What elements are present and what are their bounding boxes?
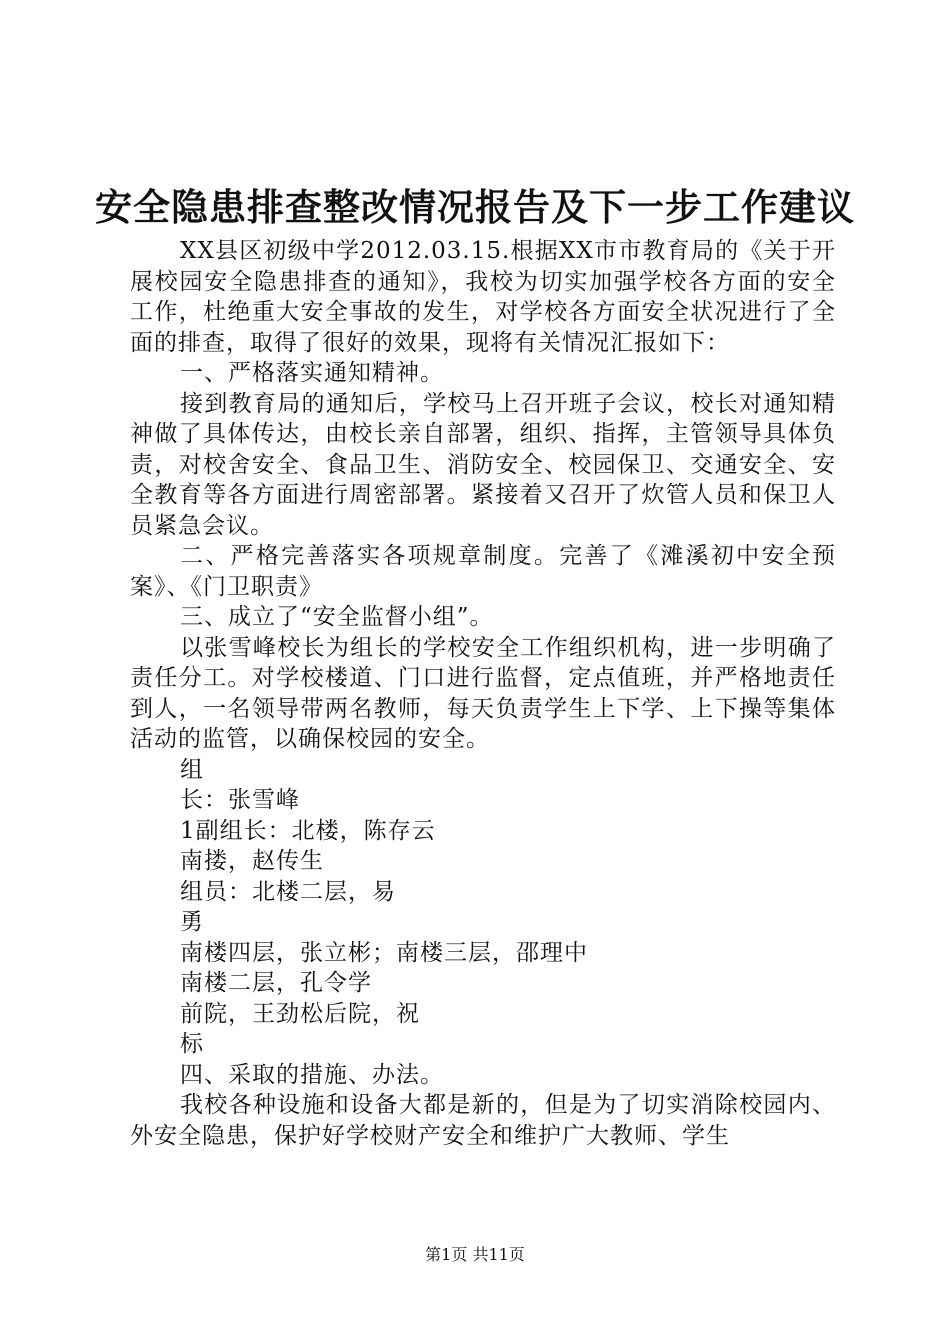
member-line: 组员：北楼二层，易 (180, 878, 396, 905)
member-line: 勇 (180, 909, 204, 935)
section-heading-4: 四、采取的措施、办法。 (180, 1061, 444, 1088)
paragraph-section-3: 以张雪峰校长为组长的学校安全工作组织机构，进一步明确了责任分工。对学校楼道、门口进行监督，定点值班，并严格地责任到人，一名领导带两名教师，每天负责学生上下学、上下操等集体活动的监管，以确保校园的安全。 (130, 634, 836, 752)
paragraph-intro: XX县区初级中学2012.03.15.根据XX市市教育局的《关于开展校园安全隐患排查的通知》，我校为切实加强学校各方面的安全工作，杜绝重大安全事故的发生，对学校各方面安全状况进行了全面的排查，取得了很好的效果，现将有关情况汇报如下： (130, 238, 836, 356)
member-line: 组 (180, 756, 204, 783)
section-heading-2: 二、严格完善落实各项规章制度。完善了《滩溪初中安全预案》、《门卫职责》 (130, 543, 836, 600)
member-line: 标 (180, 1031, 204, 1057)
document-title: 安全隐患排查整改情况报告及下一步工作建议 (95, 186, 855, 229)
member-line: 南搂，赵传生 (180, 848, 324, 874)
page-footer: 第1页 共11页 (425, 1245, 525, 1264)
section-heading-3: 三、成立了“安全监督小组”。 (180, 604, 494, 630)
member-line: 长：张雪峰 (180, 787, 300, 813)
member-line: 南楼四层，张立彬；南楼三层，邵理中 (180, 939, 588, 966)
paragraph-section-1: 接到教育局的通知后，学校马上召开班子会议，校长对通知精神做了具体传达，由校长亲自部署，组织、指挥，主管领导具体负责，对校舍安全、食品卫生、消防安全、校园保卫、交通安全、安全教育等各方面进行周密部署。紧接着又召开了炊管人员和保卫人员紧急会议。 (130, 390, 836, 539)
section-heading-1: 一、严格落实通知精神。 (180, 360, 444, 386)
member-line: 1副组长：北楼，陈存云 (180, 817, 436, 844)
document-body (130, 236, 836, 1151)
member-line: 前院，王劲松后院，祝 (180, 1000, 420, 1027)
member-line: 南楼二层，孔令学 (180, 970, 372, 996)
paragraph-section-4: 我校各种设施和设备大都是新的，但是为了切实消除校园内、外安全隐患，保护好学校财产安全和维护广大教师、学生 (130, 1092, 836, 1149)
